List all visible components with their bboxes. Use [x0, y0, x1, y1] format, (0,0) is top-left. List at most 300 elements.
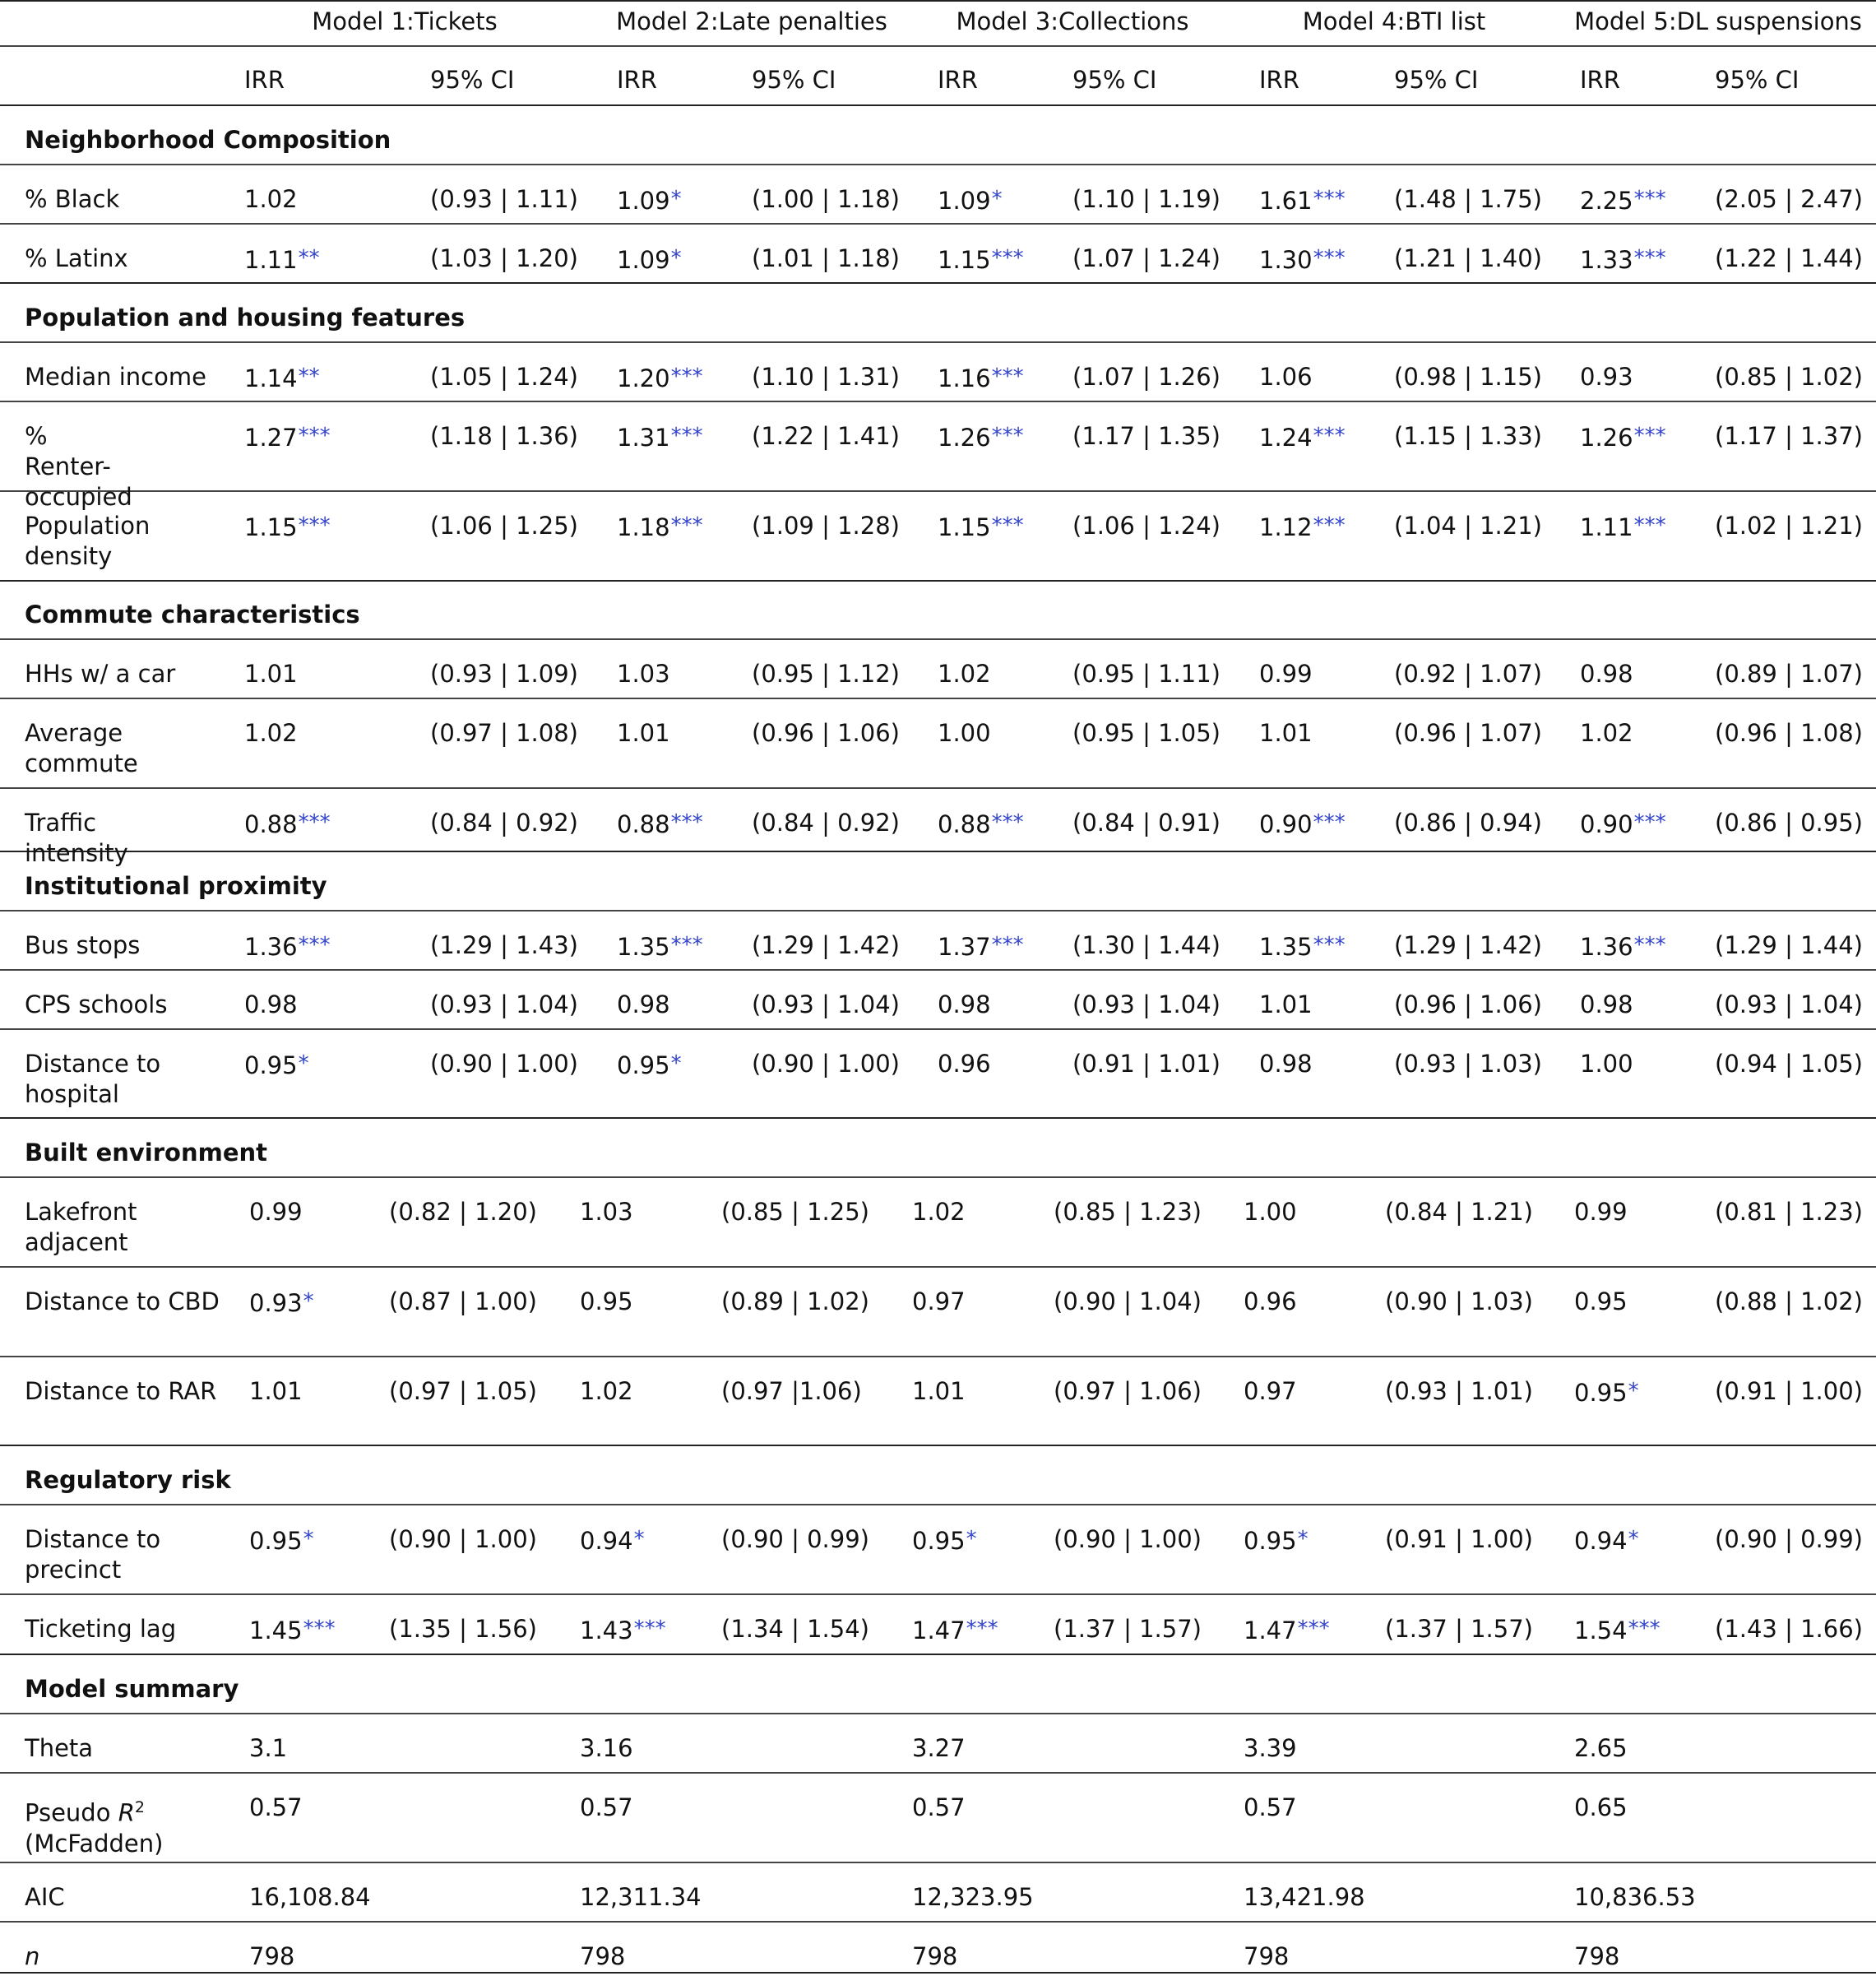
irr-value [617, 808, 703, 840]
irr-value [617, 1049, 682, 1081]
irr-value [249, 1287, 314, 1319]
irr-value [1580, 718, 1633, 749]
ci-value: (0.95 | 1.05) [1072, 719, 1221, 747]
irr-value [1244, 1733, 1297, 1764]
irr-number: 0.88 [938, 810, 991, 838]
significance-stars: *** [991, 424, 1024, 448]
ci-value: (0.82 | 1.20) [389, 1198, 537, 1226]
irr-value [249, 1376, 303, 1407]
ci-column-header: 95% CI [1072, 66, 1157, 94]
irr-value [617, 990, 670, 1020]
irr-number: 12,323.95 [912, 1883, 1034, 1911]
ci-value: (1.05 | 1.24) [430, 363, 578, 391]
irr-value [617, 930, 703, 962]
irr-number: 1.12 [1259, 513, 1313, 541]
irr-value [617, 421, 703, 453]
ci-value: (0.86 | 0.95) [1715, 809, 1863, 837]
irr-number: 1.09 [938, 187, 991, 215]
ci-value: (0.84 | 1.21) [1385, 1198, 1533, 1226]
irr-number: 1.26 [1580, 424, 1633, 452]
irr-number: 1.45 [249, 1617, 303, 1644]
significance-stars: *** [633, 1617, 666, 1641]
irr-value [1574, 1793, 1628, 1823]
irr-value [938, 659, 991, 689]
significance-stars: *** [670, 424, 703, 448]
ci-value: (0.93 | 1.01) [1385, 1377, 1533, 1405]
irr-number: 1.35 [1259, 933, 1313, 961]
table-rule [0, 1445, 1876, 1446]
ci-value: (2.05 | 2.47) [1715, 185, 1863, 213]
ci-value: (0.84 | 0.91) [1072, 809, 1221, 837]
table-rule [0, 282, 1876, 284]
model-header-1: Model 1:Tickets [312, 7, 498, 35]
irr-number: 1.16 [938, 364, 991, 392]
irr-number: 0.97 [1244, 1377, 1297, 1405]
ci-value: (1.22 | 1.41) [752, 422, 900, 450]
irr-column-header: IRR [617, 66, 657, 94]
significance-stars: * [991, 187, 1003, 211]
irr-number: 0.95 [912, 1527, 966, 1555]
irr-number: 0.57 [580, 1793, 633, 1821]
ci-value: (0.84 | 0.92) [752, 809, 900, 837]
ci-value: (0.91 | 1.01) [1072, 1050, 1221, 1078]
table-rule [0, 580, 1876, 582]
significance-stars: * [1297, 1527, 1309, 1552]
irr-value [1580, 244, 1666, 276]
irr-number: 12,311.34 [580, 1883, 702, 1911]
ci-value: (1.37 | 1.57) [1054, 1615, 1202, 1643]
irr-number: 0.93 [249, 1289, 303, 1317]
irr-value [244, 718, 298, 749]
row-label: % Renter-occupied [25, 422, 132, 511]
irr-number: 1.00 [1580, 1050, 1633, 1078]
significance-stars: *** [1313, 424, 1346, 448]
ci-value: (1.29 | 1.44) [1715, 931, 1863, 959]
irr-number: 1.20 [617, 364, 670, 392]
ci-value: (1.37 | 1.57) [1385, 1615, 1533, 1643]
irr-column-header: IRR [1580, 66, 1620, 94]
irr-number: 0.98 [1259, 1050, 1313, 1078]
significance-stars: *** [303, 1617, 336, 1641]
irr-number: 1.00 [938, 719, 991, 747]
ci-value: (1.04 | 1.21) [1394, 512, 1542, 540]
irr-value [1244, 1376, 1297, 1407]
table-rule [0, 851, 1876, 852]
significance-stars: *** [1313, 810, 1346, 835]
table-rule [0, 341, 1876, 343]
irr-value [912, 1614, 998, 1646]
ci-value: (0.90 | 1.00) [430, 1050, 578, 1078]
significance-stars: *** [1633, 810, 1666, 835]
section-title: Institutional proximity [25, 872, 327, 900]
irr-value [1580, 808, 1666, 840]
irr-value [912, 1287, 966, 1317]
irr-value [1580, 1049, 1633, 1079]
irr-value [1244, 1882, 1365, 1913]
irr-value [244, 990, 298, 1020]
table-rule [0, 1176, 1876, 1178]
irr-number: 0.90 [1580, 810, 1633, 838]
irr-number: 1.36 [244, 933, 298, 961]
irr-number: 16,108.84 [249, 1883, 371, 1911]
row-label: % Latinx [25, 244, 128, 272]
irr-number: 1.02 [244, 185, 298, 213]
table-rule [0, 1593, 1876, 1595]
model-header-4: Model 4:BTI list [1302, 7, 1486, 35]
irr-value [938, 808, 1024, 840]
irr-number: 1.30 [1259, 246, 1313, 274]
significance-stars: ** [298, 364, 320, 389]
irr-value [912, 1793, 966, 1823]
table-rule [0, 0, 1876, 2]
irr-value [249, 1793, 303, 1823]
irr-number: 1.01 [1259, 990, 1313, 1018]
irr-number: 0.99 [249, 1198, 303, 1226]
ci-value: (1.22 | 1.44) [1715, 244, 1863, 272]
irr-number: 798 [249, 1942, 295, 1970]
irr-value [1574, 1614, 1661, 1646]
ci-value: (0.90 | 1.00) [1054, 1525, 1202, 1553]
irr-number: 1.27 [244, 424, 298, 452]
irr-value [938, 184, 1003, 216]
irr-number: 1.15 [938, 513, 991, 541]
row-label: AIC [25, 1883, 65, 1911]
irr-value [1259, 930, 1346, 962]
irr-number: 0.93 [1580, 363, 1633, 391]
irr-value [244, 511, 331, 543]
irr-value [1259, 421, 1346, 453]
table-rule [0, 1356, 1876, 1357]
irr-number: 1.36 [1580, 933, 1633, 961]
ci-value: (0.94 | 1.05) [1715, 1050, 1863, 1078]
irr-value [938, 1049, 991, 1079]
irr-number: 1.11 [244, 246, 298, 274]
irr-value [1580, 184, 1666, 216]
row-label: Distance to RAR [25, 1377, 217, 1405]
table-rule [0, 1117, 1876, 1119]
model-header-5: Model 5:DL suspensions [1574, 7, 1862, 35]
irr-column-header: IRR [1259, 66, 1299, 94]
ci-value: (0.93 | 1.04) [1715, 990, 1863, 1018]
significance-stars: *** [670, 810, 703, 835]
irr-value [938, 244, 1024, 276]
irr-value [580, 1376, 633, 1407]
ci-value: (1.10 | 1.19) [1072, 185, 1221, 213]
ci-value: (0.97 | 1.05) [389, 1377, 537, 1405]
row-label: Median income [25, 363, 206, 391]
ci-value: (1.07 | 1.24) [1072, 244, 1221, 272]
significance-stars: * [670, 187, 682, 211]
irr-value [1580, 511, 1666, 543]
ci-value: (1.29 | 1.43) [430, 931, 578, 959]
irr-value [1244, 1793, 1297, 1823]
irr-value [1259, 659, 1313, 689]
significance-stars: *** [1297, 1617, 1330, 1641]
significance-stars: *** [991, 933, 1024, 958]
ci-value: (1.29 | 1.42) [1394, 931, 1542, 959]
table-rule [0, 1713, 1876, 1714]
irr-value [249, 1941, 294, 1972]
irr-number: 798 [580, 1942, 626, 1970]
ci-value: (0.93 | 1.04) [1072, 990, 1221, 1018]
irr-number: 0.97 [912, 1287, 966, 1315]
irr-value [1259, 244, 1346, 276]
irr-number: 0.90 [1259, 810, 1313, 838]
row-label: Average commute [25, 719, 138, 777]
significance-stars: *** [298, 513, 331, 538]
significance-stars: ** [298, 246, 320, 271]
irr-value [580, 1614, 666, 1646]
irr-number: 0.95 [617, 1051, 670, 1079]
irr-number: 0.96 [1244, 1287, 1297, 1315]
irr-number: 2.65 [1574, 1734, 1628, 1762]
significance-stars: *** [1633, 187, 1666, 211]
irr-value [912, 1197, 966, 1227]
irr-number: 3.16 [580, 1734, 633, 1762]
ci-value: (0.85 | 1.25) [721, 1198, 869, 1226]
irr-value [938, 718, 991, 749]
row-label: CPS schools [25, 990, 168, 1018]
ci-value: (0.93 | 1.04) [752, 990, 900, 1018]
ci-value: (1.07 | 1.26) [1072, 363, 1221, 391]
irr-number: 1.31 [617, 424, 670, 452]
irr-value [1580, 659, 1633, 689]
ci-value: (0.81 | 1.23) [1715, 1198, 1863, 1226]
table-rule [0, 490, 1876, 492]
significance-stars: * [670, 1051, 682, 1076]
significance-stars: * [303, 1289, 314, 1314]
irr-value [1259, 808, 1346, 840]
row-label: Theta [25, 1734, 94, 1762]
irr-number: 1.01 [244, 660, 298, 688]
irr-value [580, 1793, 633, 1823]
irr-value [617, 659, 670, 689]
significance-stars: *** [670, 364, 703, 389]
table-rule [0, 698, 1876, 699]
ci-value: (0.90 | 1.00) [389, 1525, 537, 1553]
irr-value [1580, 362, 1633, 392]
ci-value: (1.15 | 1.33) [1394, 422, 1542, 450]
irr-value [1244, 1614, 1330, 1646]
ci-value: (1.43 | 1.66) [1715, 1615, 1863, 1643]
irr-number: 1.14 [244, 364, 298, 392]
ci-value: (1.21 | 1.40) [1394, 244, 1542, 272]
irr-value [244, 362, 320, 394]
irr-value [580, 1882, 702, 1913]
significance-stars: *** [991, 513, 1024, 538]
irr-number: 1.02 [580, 1377, 633, 1405]
irr-value [1574, 1882, 1696, 1913]
ci-value: (1.48 | 1.75) [1394, 185, 1542, 213]
table-rule [0, 969, 1876, 971]
irr-number: 3.1 [249, 1734, 288, 1762]
significance-stars: * [1628, 1527, 1639, 1552]
irr-number: 0.94 [1574, 1527, 1628, 1555]
significance-stars: * [1628, 1379, 1639, 1403]
irr-value [617, 362, 703, 394]
irr-number: 3.39 [1244, 1734, 1297, 1762]
irr-value [1580, 930, 1666, 962]
row-label: Traffic intensity [25, 809, 128, 867]
row-label: Lakefront adjacent [25, 1198, 137, 1256]
ci-value: (0.97 |1.06) [721, 1377, 862, 1405]
row-label: Distance to hospital [25, 1050, 161, 1108]
table-rule [0, 1028, 1876, 1030]
irr-value [1574, 1733, 1628, 1764]
irr-number: 1.01 [249, 1377, 303, 1405]
significance-stars: * [670, 246, 682, 271]
irr-number: 1.54 [1574, 1617, 1628, 1644]
ci-column-header: 95% CI [1394, 66, 1479, 94]
irr-number: 0.95 [580, 1287, 633, 1315]
irr-number: 0.88 [617, 810, 670, 838]
row-label: Ticketing lag [25, 1615, 177, 1643]
ci-value: (0.93 | 1.04) [430, 990, 578, 1018]
ci-value: (1.09 | 1.28) [752, 512, 900, 540]
irr-number: 2.25 [1580, 187, 1633, 215]
irr-number: 1.03 [617, 660, 670, 688]
irr-number: 1.02 [1580, 719, 1633, 747]
ci-value: (0.89 | 1.07) [1715, 660, 1863, 688]
irr-number: 1.09 [617, 246, 670, 274]
ci-value: (0.93 | 1.11) [430, 185, 578, 213]
irr-number: 1.02 [912, 1198, 966, 1226]
irr-value [938, 930, 1024, 962]
significance-stars: *** [991, 364, 1024, 389]
irr-number: 0.95 [249, 1527, 303, 1555]
irr-value [912, 1524, 977, 1556]
irr-number: 0.98 [938, 990, 991, 1018]
table-rule [0, 1654, 1876, 1655]
significance-stars: * [303, 1527, 314, 1552]
irr-number: 0.95 [1244, 1527, 1297, 1555]
section-title: Model summary [25, 1675, 239, 1703]
irr-value [1259, 184, 1346, 216]
irr-number: 1.11 [1580, 513, 1633, 541]
row-label: Population density [25, 512, 151, 570]
irr-number: 1.47 [1244, 1617, 1297, 1644]
irr-value [1574, 1197, 1628, 1227]
irr-number: 0.57 [249, 1793, 303, 1821]
ci-value: (1.03 | 1.20) [430, 244, 578, 272]
significance-stars: *** [298, 424, 331, 448]
irr-number: 798 [1244, 1942, 1290, 1970]
irr-number: 1.01 [1259, 719, 1313, 747]
irr-number: 1.24 [1259, 424, 1313, 452]
irr-number: 1.18 [617, 513, 670, 541]
ci-value: (0.93 | 1.09) [430, 660, 578, 688]
irr-number: 1.01 [617, 719, 670, 747]
irr-value [912, 1882, 1034, 1913]
significance-stars: *** [1633, 424, 1666, 448]
ci-value: (0.88 | 1.02) [1715, 1287, 1863, 1315]
irr-number: 1.06 [1259, 363, 1313, 391]
ci-value: (0.84 | 0.92) [430, 809, 578, 837]
ci-value: (1.35 | 1.56) [389, 1615, 537, 1643]
irr-number: 0.95 [1574, 1287, 1628, 1315]
irr-value [1580, 990, 1633, 1020]
irr-number: 10,836.53 [1574, 1883, 1696, 1911]
irr-value [1574, 1376, 1639, 1408]
irr-value [249, 1882, 371, 1913]
significance-stars: *** [670, 933, 703, 958]
significance-stars: *** [298, 810, 331, 835]
irr-value [244, 659, 298, 689]
table-rule [0, 787, 1876, 789]
irr-value [912, 1941, 957, 1972]
irr-value [249, 1733, 287, 1764]
irr-value [617, 184, 682, 216]
irr-number: 0.96 [938, 1050, 991, 1078]
irr-number: 0.95 [1574, 1379, 1628, 1407]
irr-number: 0.94 [580, 1527, 633, 1555]
row-label: Bus stops [25, 931, 141, 959]
ci-value: (1.18 | 1.36) [430, 422, 578, 450]
significance-stars: * [633, 1527, 645, 1552]
ci-value: (1.17 | 1.37) [1715, 422, 1863, 450]
section-title: Commute characteristics [25, 601, 360, 629]
ci-value: (1.10 | 1.31) [752, 363, 900, 391]
table-rule [0, 1504, 1876, 1505]
irr-number: 0.88 [244, 810, 298, 838]
irr-value [580, 1524, 645, 1556]
ci-value: (0.97 | 1.08) [430, 719, 578, 747]
significance-stars: *** [1313, 246, 1346, 271]
ci-value: (0.89 | 1.02) [721, 1287, 869, 1315]
ci-column-header: 95% CI [1715, 66, 1800, 94]
ci-value: (1.00 | 1.18) [752, 185, 900, 213]
ci-value: (0.90 | 0.99) [721, 1525, 869, 1553]
irr-value [244, 808, 331, 840]
irr-value [1259, 362, 1313, 392]
irr-value [938, 511, 1024, 543]
irr-number: 0.95 [244, 1051, 298, 1079]
ci-value: (0.90 | 1.04) [1054, 1287, 1202, 1315]
ci-value: (0.91 | 1.00) [1715, 1377, 1863, 1405]
ci-value: (0.95 | 1.11) [1072, 660, 1221, 688]
irr-value [617, 244, 682, 276]
significance-stars: *** [1313, 933, 1346, 958]
row-label: HHs w/ a car [25, 660, 176, 688]
model-header-3: Model 3:Collections [956, 7, 1189, 35]
ci-value: (0.96 | 1.08) [1715, 719, 1863, 747]
significance-stars: *** [1313, 513, 1346, 538]
row-label: % Black [25, 185, 120, 213]
irr-value [1244, 1197, 1297, 1227]
row-label: Distance to CBD [25, 1287, 220, 1315]
irr-number: 1.00 [1244, 1198, 1297, 1226]
irr-number: 1.02 [938, 660, 991, 688]
table-rule [0, 1921, 1876, 1923]
irr-number: 1.33 [1580, 246, 1633, 274]
section-title: Regulatory risk [25, 1466, 231, 1494]
irr-value [1580, 421, 1666, 453]
irr-number: 1.15 [244, 513, 298, 541]
significance-stars: *** [991, 810, 1024, 835]
table-rule [0, 401, 1876, 402]
significance-stars: *** [1628, 1617, 1661, 1641]
irr-value [1244, 1524, 1309, 1556]
irr-number: 798 [1574, 1942, 1620, 1970]
irr-value [1244, 1287, 1297, 1317]
irr-number: 0.98 [244, 990, 298, 1018]
ci-value: (0.85 | 1.02) [1715, 363, 1863, 391]
irr-value [938, 990, 991, 1020]
ci-column-header: 95% CI [752, 66, 836, 94]
ci-value: (1.17 | 1.35) [1072, 422, 1221, 450]
irr-value [617, 511, 703, 543]
ci-value: (0.90 | 1.00) [752, 1050, 900, 1078]
